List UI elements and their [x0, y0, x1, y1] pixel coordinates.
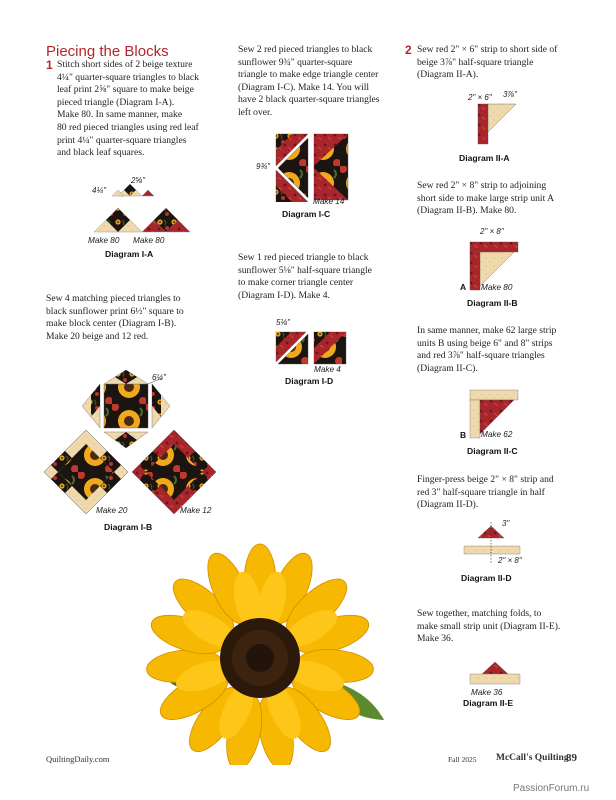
text-line: beige 3⅞" half-square triangle: [417, 56, 534, 68]
text-line: Sew together, matching folds, to: [417, 608, 542, 619]
make-count: Make 20: [96, 506, 128, 515]
dimension-label: 2" × 6": [468, 93, 492, 102]
dimension-label: 2⅝": [131, 176, 145, 185]
text-line: short side to make large strip unit A: [417, 192, 555, 204]
text-line: (Diagram II-A).: [417, 69, 479, 81]
text-line: pieced triangle (Diagram I-A).: [57, 96, 175, 108]
step-number-2: 2: [405, 43, 412, 57]
dimension-label: 3⅞": [503, 90, 517, 99]
dimension-label: 2" × 8": [498, 556, 522, 565]
step1-text: [57, 59, 237, 160]
text-line: Sew 4 matching pieced triangles to: [46, 293, 181, 304]
text-line: 4¼" quarter-square triangles to black: [57, 71, 199, 83]
sunflower-photo: [138, 540, 388, 765]
diagram-label: Diagram I-A: [105, 249, 154, 259]
exploded-edge-triangle: [276, 134, 308, 202]
diagram-iic-text: [417, 325, 602, 375]
make-count: Make 36: [471, 688, 503, 697]
diagram-ic-figure: [272, 132, 352, 202]
text-line: In same manner, make 62 large strip: [417, 325, 557, 336]
text-line: (Diagram II-B). Make 80.: [417, 205, 517, 217]
diagram-label: Diagram I-D: [285, 376, 334, 386]
text-line: sunflower 9¾" quarter-square: [238, 56, 353, 68]
text-line: Make 80. In same manner, make: [57, 109, 183, 121]
make-count: Make 12: [180, 506, 212, 515]
dimension-label: 3": [502, 519, 510, 528]
unit-letter: B: [460, 430, 467, 440]
text-line: red 3" half-square triangle in half: [417, 486, 545, 498]
make-count: Make 14: [313, 197, 345, 206]
diagram-label: Diagram I-C: [282, 209, 331, 219]
text-line: make block center (Diagram I-B).: [46, 318, 177, 330]
text-line: and black leaf squares.: [57, 147, 145, 159]
make-count: Make 80: [481, 283, 513, 292]
section-heading: Piecing the Blocks: [46, 43, 169, 60]
dimension-label: 6½": [152, 373, 166, 382]
sunflower-petals: [145, 544, 375, 765]
diagram-label: Diagram II-D: [461, 573, 512, 583]
text-line: left over.: [238, 106, 273, 118]
text-line: triangle to make edge triangle center: [238, 69, 379, 81]
text-line: Sew red 2" × 8" strip to adjoining: [417, 180, 547, 191]
text-line: (Diagram II-D).: [417, 499, 479, 511]
red-block-center: [132, 430, 216, 514]
watermark: PassionForum.ru: [513, 783, 590, 794]
diagram-iia-figure: [476, 102, 520, 146]
diagram-iib-text: [417, 180, 602, 218]
footer-magazine: McCall's Quilting: [496, 753, 569, 763]
diagram-ic-text: [238, 44, 408, 120]
text-line: black sunflower print 6½" square to: [46, 305, 184, 317]
dimension-label: 5⅛": [276, 318, 290, 327]
diagram-id-figure: [274, 330, 348, 366]
diagram-label: Diagram II-B: [467, 298, 518, 308]
red-pieced-triangle: [142, 208, 190, 232]
make-count: Make 80: [133, 236, 165, 245]
dimension-label: 9¾": [256, 162, 270, 171]
diagram-label: Diagram II-A: [459, 153, 510, 163]
step2-text: [417, 44, 602, 82]
text-line: Sew 1 red pieced triangle to black: [238, 252, 369, 263]
diagram-iid-text: [417, 474, 602, 512]
text-line: Sew red 2" × 6" strip to short side of: [417, 44, 558, 55]
small-strip-unit: [470, 662, 520, 684]
diagram-ia-figure: [86, 176, 196, 236]
text-line: (Diagram I-C). Make 14. You will: [238, 81, 370, 93]
text-line: 80 red pieced triangles using red leaf: [57, 121, 199, 133]
text-line: print 4¼" quarter-square triangles: [57, 134, 187, 146]
text-line: Stitch short sides of 2 beige texture: [57, 59, 193, 70]
text-line: Make 36.: [417, 633, 454, 645]
text-line: Make 20 beige and 12 red.: [46, 330, 149, 342]
text-line: Sew 2 red pieced triangles to black: [238, 44, 373, 55]
text-line: (Diagram II-C).: [417, 362, 478, 374]
text-line: have 2 black quarter-square triangles: [238, 94, 380, 106]
dimension-label: 4¼": [92, 186, 106, 195]
finished-corner-triangle: [314, 332, 346, 364]
page-number: 89: [566, 752, 577, 764]
text-line: and red 3⅞" half-square triangles: [417, 350, 545, 362]
exploded-corner-triangle: [276, 332, 308, 364]
text-line: leaf print 2⅝" square to make beige: [57, 84, 194, 96]
footer-issue: Fall 2025: [448, 755, 477, 764]
red-strip-beige-triangle: [478, 104, 516, 144]
text-line: sunflower 5⅛" half-square triangle: [238, 264, 372, 276]
make-count: Make 4: [314, 365, 341, 374]
beige-block-center: [44, 430, 128, 514]
diagram-ib-figure: [44, 370, 224, 515]
beige-pieced-triangle: [94, 208, 142, 232]
diagram-label: Diagram II-E: [463, 698, 514, 708]
diagram-id-text: [238, 252, 408, 302]
make-count: Make 80: [88, 236, 120, 245]
step-number-1: 1: [46, 58, 53, 72]
make-count: Make 62: [481, 430, 513, 439]
finished-edge-triangle: [314, 134, 348, 200]
diagram-ib-text: [46, 293, 236, 343]
text-line: (Diagram I-D). Make 4.: [238, 289, 330, 301]
diagram-iie-figure: [468, 660, 522, 688]
unit-letter: A: [460, 282, 467, 292]
text-line: make small strip unit (Diagram II-E).: [417, 620, 561, 632]
text-line: Finger-press beige 2" × 8" strip and: [417, 474, 554, 485]
diagram-iie-text: [417, 608, 602, 646]
diagram-label: Diagram II-C: [467, 446, 518, 456]
diagram-label: Diagram I-B: [104, 522, 153, 532]
text-line: to make corner triangle center: [238, 277, 354, 289]
footer-website: QuiltingDaily.com: [46, 754, 110, 764]
text-line: units B using beige 6" and 8" strips: [417, 337, 553, 349]
dimension-label: 2" × 8": [480, 227, 504, 236]
